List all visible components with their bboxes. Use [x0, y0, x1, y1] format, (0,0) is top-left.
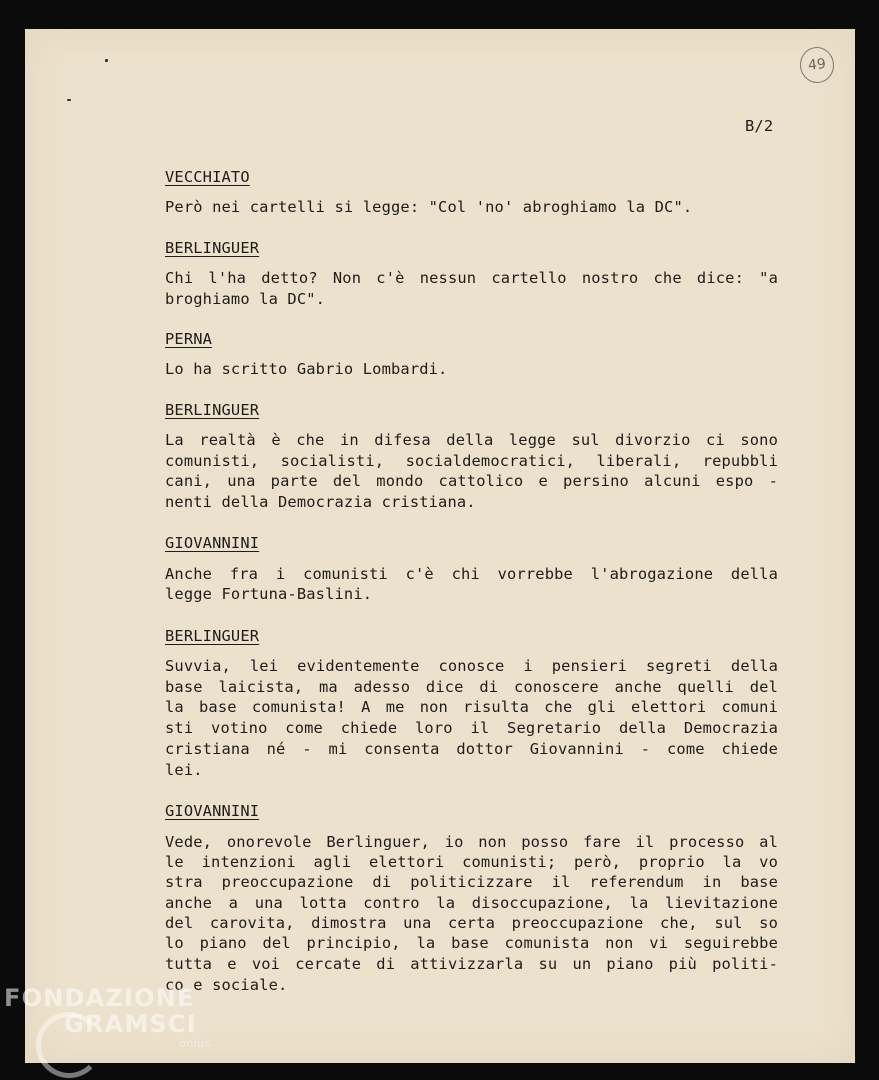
- watermark-sub: onlus: [179, 1037, 211, 1050]
- speaker-name: GIOVANNINI: [165, 534, 260, 552]
- dialogue-line: nenti della Democrazia cristiana.: [165, 493, 476, 511]
- dialogue-line: la base comunista! A me non risulta che gli elettori comuni: [165, 698, 778, 716]
- speaker-name: BERLINGUER: [165, 401, 260, 419]
- dialogue-line: La realtà è che in difesa della legge sul divorzio ci sono: [165, 431, 778, 449]
- speaker-name: VECCHIATO: [165, 168, 250, 186]
- dialogue-line: base laicista, ma adesso dice di conoscere anche quelli del: [165, 678, 778, 696]
- dialogue-line: cristiana né - mi consenta dottor Giovannini - come chiede: [165, 740, 778, 758]
- dialogue-line: co e sociale.: [165, 976, 288, 994]
- dialogue-line: del carovita, dimostra una certa preoccupazione che, sul so: [165, 914, 778, 932]
- dialogue-line: legge Fortuna-Baslini.: [165, 585, 373, 603]
- speaker-name: BERLINGUER: [165, 627, 260, 645]
- watermark-line2: GRAMSCI: [64, 1010, 197, 1038]
- watermark: [4, 985, 211, 1051]
- dialogue-line: anche a una lotta contro la disoccupazione, la lievitazione: [165, 894, 778, 912]
- document-code: B/2: [745, 117, 774, 135]
- dialogue-line: sti votino come chiede loro il Segretario della Democrazia: [165, 719, 778, 737]
- watermark-line1: FONDAZIONE: [4, 984, 195, 1012]
- dialogue-line: lo piano del principio, la base comunista non vi seguirebbe: [165, 934, 778, 952]
- dialogue-line: broghiamo la DC".: [165, 290, 326, 308]
- dialogue-line: lei.: [165, 761, 203, 779]
- dialogue-line: stra preoccupazione di politicizzare il referendum in base: [165, 873, 778, 891]
- speaker-name: PERNA: [165, 330, 213, 348]
- dialogue-line: comunisti, socialisti, socialdemocratici, liberali, repubbli: [165, 452, 778, 470]
- ink-speck: [105, 59, 108, 62]
- ink-speck: [67, 99, 71, 101]
- speaker-name: GIOVANNINI: [165, 802, 260, 820]
- dialogue-line: Chi l'ha detto? Non c'è nessun cartello nostro che dice: "a: [165, 269, 778, 287]
- dialogue-line: Lo ha scritto Gabrio Lombardi.: [165, 360, 448, 378]
- dialogue-line: tutta e voi cercate di attivizzarla su un piano più politi-: [165, 955, 778, 973]
- dialogue-line: Vede, onorevole Berlinguer, io non posso fare il processo al: [165, 833, 778, 851]
- dialogue-line: Anche fra i comunisti c'è chi vorrebbe l'abrogazione della: [165, 565, 778, 583]
- speaker-name: BERLINGUER: [165, 239, 260, 257]
- dialogue-line: Però nei cartelli si legge: "Col 'no' abroghiamo la DC".: [165, 198, 693, 216]
- page-number-stamp: 49: [798, 45, 836, 84]
- dialogue-line: le intenzioni agli elettori comunisti; però, proprio la vo: [165, 853, 778, 871]
- dialogue-line: Suvvia, lei evidentemente conosce i pensieri segreti della: [165, 657, 778, 675]
- dialogue-line: cani, una parte del mondo cattolico e persino alcuni espo -: [165, 472, 778, 490]
